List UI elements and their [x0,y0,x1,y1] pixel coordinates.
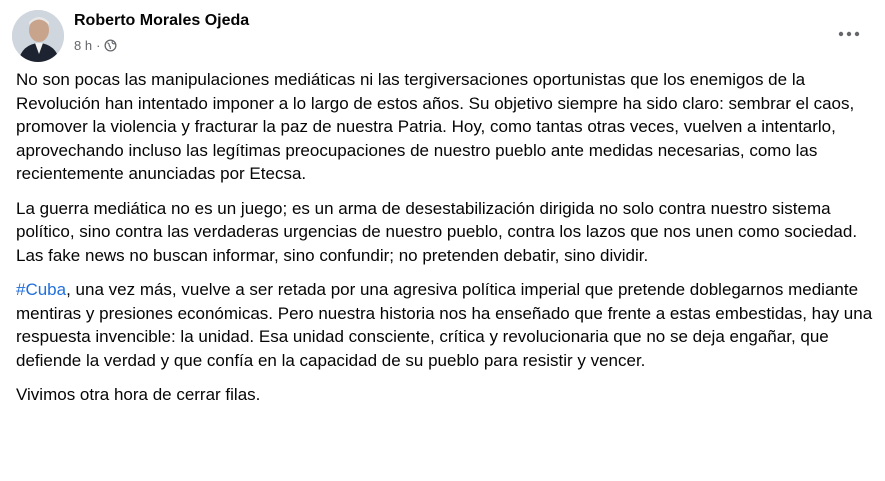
author-name[interactable]: Roberto Morales Ojeda [74,12,250,29]
author-avatar[interactable] [12,10,64,62]
post-paragraph-4: Vivimos otra hora de cerrar filas. [16,385,261,404]
post-meta [74,38,117,53]
post-header [12,10,873,64]
post-paragraph-3-text: , una vez más, vuelve a ser retada por una agresiva política imperial que pretende doblegarnos mediante mentiras y presiones económicas. Pero nuestra historia nos ha enseñado que frente a estas embestidas, hay una respuesta invencible: la unidad. Esa unidad consciente, crítica y revolucionaria que no se deja engañar, que defiende la verdad y que confía en la capacidad de su pueblo para resistir y vencer. [16,280,873,370]
post-text [16,68,878,418]
post-paragraph-1: No son pocas las manipulaciones mediáticas ni las tergiversaciones oportunistas que los enemigos de la Revolución han intentado imponer a lo largo de estos años. Su objetivo siempre ha sido claro: sembrar el caos, promover la violencia y fracturar la paz de nuestra Patria. Hoy, como tantas otras veces, vuelven a intentarlo, aprovechando incluso las legítimas preocupaciones de nuestro pueblo ante medidas necesarias, como las recientemente anunciadas por Etecsa. [16,70,855,183]
post-paragraph-3 [16,278,878,372]
more-options-icon[interactable] [835,22,863,46]
avatar-photo-icon [12,10,64,62]
globe-icon[interactable] [104,39,117,52]
meta-separator: · [96,38,101,53]
hashtag-link-cuba[interactable]: #Cuba [16,280,67,299]
post-timestamp[interactable]: 8 h [74,38,93,53]
post-paragraph-2: La guerra mediática no es un juego; es un arma de desestabilización dirigida no solo contra nuestro sistema político, sino contra las verdaderas urgencias de nuestro pueblo, contra los lazos que nos unen como sociedad. Las fake news no buscan informar, sino confundir; no pretenden debatir, sino dividir. [16,198,858,265]
